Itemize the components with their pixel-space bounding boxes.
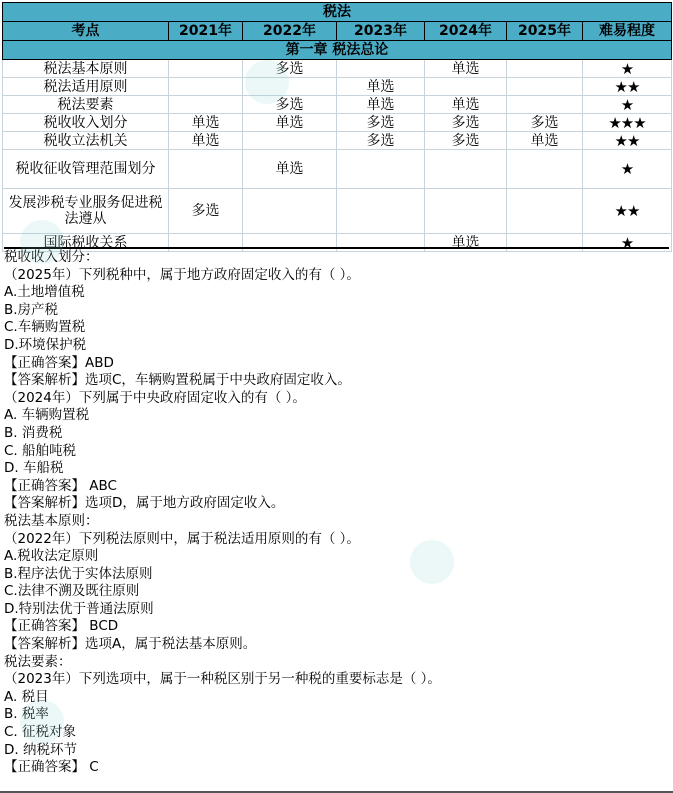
question-type-cell [337, 150, 425, 189]
question-type-cell [337, 60, 425, 78]
note-line: C. 征税对象 [4, 724, 77, 741]
topic-cell: 税收征收管理范围划分 [3, 150, 169, 189]
table-row [3, 96, 672, 114]
note-line: D.环境保护税 [4, 336, 87, 353]
note-line: 税收收入划分： [4, 249, 99, 265]
note-line: 【答案解析】选项C，车辆购置税属于中央政府固定收入。 [4, 372, 351, 389]
question-notes [4, 247, 669, 777]
topic-cell: 税法基本原则 [3, 60, 169, 78]
note-line: （2022年）下列税法原则中，属于税法适用原则的有（ ）。 [4, 530, 360, 547]
note-line: B. 消费税 [4, 424, 63, 441]
note-line: 【正确答案】 BCD [4, 618, 119, 635]
note-line: 【正确答案】 C [4, 759, 99, 776]
question-type-cell: 单选 [425, 96, 507, 114]
column-header: 2023年 [337, 22, 425, 41]
table-row [3, 114, 672, 132]
note-line: D. 车船税 [4, 460, 64, 477]
question-type-cell: 单选 [425, 60, 507, 78]
difficulty-stars: ★ [583, 96, 672, 114]
question-type-cell: 多选 [243, 60, 337, 78]
question-type-cell: 多选 [243, 96, 337, 114]
difficulty-stars: ★★ [583, 132, 672, 150]
table-row [3, 132, 672, 150]
topic-cell: 税收收入划分 [3, 114, 169, 132]
note-line: D.特别法优于普通法原则 [4, 600, 154, 617]
question-type-cell [337, 189, 425, 234]
difficulty-stars: ★★ [583, 189, 672, 234]
note-line: （2025年）下列税种中，属于地方政府固定收入的有（ ）。 [4, 266, 360, 283]
question-type-cell [169, 78, 243, 96]
question-type-cell [169, 60, 243, 78]
difficulty-stars: ★ [583, 150, 672, 189]
question-type-cell: 多选 [169, 189, 243, 234]
question-type-cell [243, 132, 337, 150]
chapter-title: 第一章 税法总论 [3, 41, 672, 60]
note-line: 税法基本原则： [4, 512, 99, 529]
topic-cell: 税法要素 [3, 96, 169, 114]
note-line: B. 税率 [4, 706, 49, 723]
note-line: 【答案解析】选项A，属于税法基本原则。 [4, 636, 257, 653]
note-line: A. 车辆购置税 [4, 407, 90, 424]
note-line: D. 纳税环节 [4, 741, 77, 758]
question-type-cell [169, 150, 243, 189]
question-type-cell: 多选 [337, 132, 425, 150]
question-type-cell [507, 60, 583, 78]
question-type-cell [507, 78, 583, 96]
question-type-cell [507, 96, 583, 114]
note-line: （2024年）下列属于中央政府固定收入的有（ ）。 [4, 389, 306, 406]
topic-cell: 国际税收关系 [3, 234, 169, 252]
note-line: 【答案解析】选项D，属于地方政府固定收入。 [4, 495, 285, 512]
topic-cell: 发展涉税专业服务促进税法遵从 [3, 189, 169, 234]
question-type-cell [507, 189, 583, 234]
note-line: 税法要素： [4, 653, 72, 670]
question-type-cell: 单选 [243, 114, 337, 132]
note-line: C.法律不溯及既往原则 [4, 583, 140, 600]
note-line: B.程序法优于实体法原则 [4, 565, 153, 582]
table-title: 税法 [3, 3, 672, 22]
difficulty-stars: ★★★ [583, 114, 672, 132]
table-row [3, 150, 672, 189]
table-row [3, 60, 672, 78]
question-type-cell [425, 78, 507, 96]
note-line: 【正确答案】 ABC [4, 477, 117, 494]
note-line: C. 船舶吨税 [4, 442, 77, 459]
difficulty-stars: ★ [583, 60, 672, 78]
question-type-cell: 多选 [507, 114, 583, 132]
column-header: 2024年 [425, 22, 507, 41]
note-line: A.土地增值税 [4, 284, 85, 301]
question-type-cell [507, 150, 583, 189]
note-line: C.车辆购置税 [4, 319, 86, 336]
topic-cell: 税法适用原则 [3, 78, 169, 96]
question-type-cell: 单选 [425, 234, 507, 252]
question-type-cell [243, 189, 337, 234]
topic-cell: 税收立法机关 [3, 132, 169, 150]
question-type-cell: 多选 [425, 114, 507, 132]
question-type-cell: 单选 [169, 132, 243, 150]
column-header: 2021年 [169, 22, 243, 41]
column-header: 难易程度 [583, 22, 672, 41]
note-line: B.房产税 [4, 301, 59, 318]
question-type-cell: 单选 [337, 96, 425, 114]
question-type-cell: 多选 [337, 114, 425, 132]
question-type-cell [243, 78, 337, 96]
difficulty-stars: ★★ [583, 78, 672, 96]
question-type-cell [169, 96, 243, 114]
note-line: （2023年）下列选项中，属于一种税区别于另一种税的重要标志是（ ）。 [4, 671, 441, 688]
note-line: A.税收法定原则 [4, 548, 99, 565]
note-line: A. 税目 [4, 688, 49, 705]
question-type-cell: 单选 [337, 78, 425, 96]
question-type-cell: 多选 [425, 132, 507, 150]
question-type-cell: 单选 [243, 150, 337, 189]
table-row [3, 78, 672, 96]
column-header: 2022年 [243, 22, 337, 41]
question-type-cell [425, 150, 507, 189]
question-type-cell: 单选 [507, 132, 583, 150]
note-line: 【正确答案】ABD [4, 354, 114, 371]
difficulty-stars: ★ [583, 234, 672, 252]
column-header: 考点 [3, 22, 169, 41]
question-type-cell: 单选 [169, 114, 243, 132]
question-type-cell [425, 189, 507, 234]
column-header: 2025年 [507, 22, 583, 41]
exam-topic-table [2, 2, 672, 252]
table-row [3, 189, 672, 234]
